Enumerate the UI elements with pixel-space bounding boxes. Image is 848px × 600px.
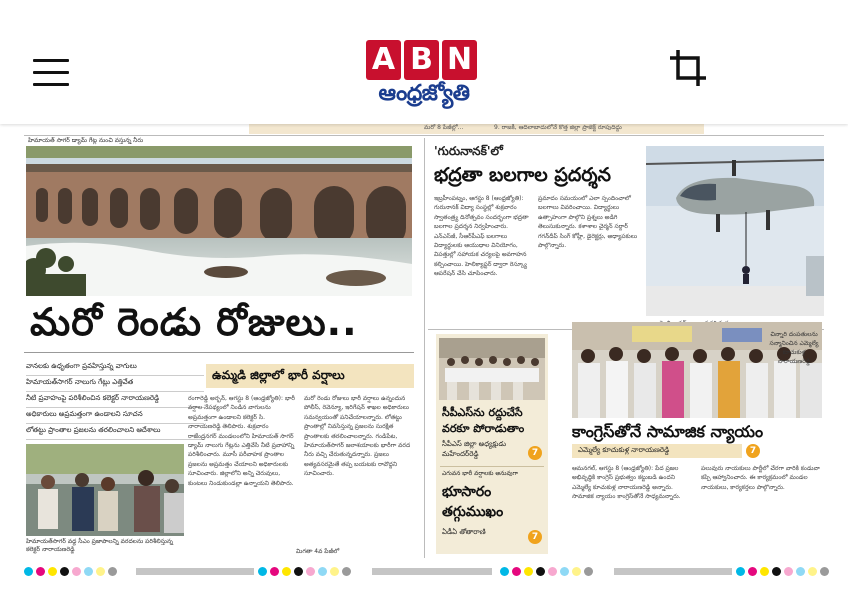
hamburger-menu-icon[interactable]	[33, 59, 69, 87]
print-registration-bar	[0, 562, 848, 582]
main-photo-caption: హిమాయత్ సాగర్ డ్యామ్ గేట్ల నుంచి వస్తున్న నీరు	[28, 137, 144, 144]
story2-headline: కాంగ్రెస్‌తోనే సామాజిక న్యాయం	[572, 422, 764, 441]
side-sub-2: మహేందర్‌రెడ్డి	[442, 450, 479, 458]
color-swatch	[330, 567, 339, 576]
story2-byline: ఎమ్మెల్యే కూచుకుళ్ల నారాయణరెడ్డి	[578, 446, 670, 454]
logo-letter-b: B	[404, 40, 439, 80]
color-swatch	[36, 567, 45, 576]
crop-icon[interactable]	[666, 46, 710, 90]
logo-letter-a: A	[366, 40, 401, 80]
color-swatch-group-2	[258, 567, 351, 576]
story2-page-badge: 7	[746, 444, 760, 458]
small-photo-caption: హిమాయత్‌సాగర్ వద్ద సీఎం ప్రజాపాలన్ని వరదలను పరిశీలిస్తున్న కలెక్టర్ నారాయణరెడ్డి	[26, 538, 173, 553]
color-swatch	[808, 567, 817, 576]
gray-bar-1	[136, 568, 254, 575]
color-swatch	[306, 567, 315, 576]
side-news-box[interactable]	[436, 334, 548, 554]
dam-photo[interactable]	[26, 146, 412, 296]
color-swatch	[796, 567, 805, 576]
color-swatch	[48, 567, 57, 576]
collector-photo[interactable]	[26, 444, 184, 536]
list-item: హిమాయత్‌సాగర్ నాలుగు గేట్లు ఎత్తివేత	[26, 376, 204, 392]
story1-headline: భద్రతా బలగాల ప్రదర్శన	[434, 164, 611, 186]
color-swatch-group-1	[24, 567, 117, 576]
color-swatch	[548, 567, 557, 576]
color-swatch	[108, 567, 117, 576]
logo-letter-n: N	[442, 40, 477, 80]
side-kicker: ఎగువన భారీ వర్షాలకు అనువుగా	[442, 470, 518, 477]
article-column-2: మరో రెండు రోజులు భారీ వర్షాలు ఉన్నందున పోలీస్, రెవెన్యూ, ఇరిగేషన్ శాఖల అధికారులు సమన్వయంతో పనిచేయాలన్నారు. లోతట్టు ప్రాంతాల్లో నివసిస్తున్న ప్రజలను సురక్షిత ప్రాంతాలకు తరలించాలన్నారు. గండిపేట, హిమాయత్‌సాగర్ జలాశయాలకు భారీగా వరద నీరు వచ్చి చేరుతున్నదన్నారు. ప్రజలు అత్యవసరమైతే తప్ప బయటకు రావొద్దని సూచించారు.	[304, 395, 411, 478]
subhead-box	[206, 364, 414, 388]
story2-byline-box	[572, 444, 742, 458]
side-headline-3: భూసారం	[442, 484, 492, 500]
color-swatch	[584, 567, 593, 576]
page-number-badge-2: 7	[528, 530, 542, 544]
subhead-text: ఉమ్మడి జిల్లాలో భారీ వర్షాలు	[212, 368, 345, 382]
color-swatch	[60, 567, 69, 576]
color-swatch	[72, 567, 81, 576]
group-photo-note: చిన్నారి దంపతులను సన్మానించిన ఎమ్మెల్యే కూచుకుళ్ల నారాయణరెడ్డి	[769, 331, 819, 365]
article-column-1: రంగారెడ్డి అర్బన్, ఆగస్టు 8 (ఆంధ్రజ్యోతి): భారీ వర్షాల నేపథ్యంలో నిండిన వాగులను అప్రమత్తంగా ఉండాలని కలెక్టర్ సి. నారాయణరెడ్డి తెలిపారు. శుక్రవారం రాజేంద్రనగర్ మండలంలోని హిమాయత్ సాగర్ డ్యామ్ నాలుగు గేట్లను ఎత్తివేసి నీటి ప్రవాహాన్ని పరిశీలించారు. మూసీ పరీవాహక ప్రాంతాల ప్రజలను అప్రమత్తం చేయాలని అధికారులకు సూచించారు. జిల్లాలోని అన్ని చెరువులు, కుంటలు నిండుకుండల్లా ఉన్నాయని తెలిపారు.	[188, 395, 295, 487]
color-swatch	[560, 567, 569, 576]
story2-body: ఆమనగల్, ఆగస్టు 8 (ఆంధ్రజ్యోతి): పేద ప్రజల అభివృద్ధికి కాంగ్రెస్ ప్రభుత్వం కట్టుబడి ఉందని ఎమ్మెల్యే కూచుకుళ్ల నారాయణరెడ్డి అన్నారు. సామాజిక న్యాయం కాంగ్రెస్‌తోనే సాధ్యమన్నారు. పలువురు నాయకులు పార్టీలో చేరగా వారికి కండువా కప్పి ఆహ్వానించారు. ఈ కార్యక్రమంలో మండల నాయకులు, కార్యకర్తలు పాల్గొన్నారు.	[572, 465, 820, 501]
color-swatch	[820, 567, 829, 576]
list-item: అధికారులు అప్రమత్తంగా ఉండాలని సూచన	[26, 408, 204, 424]
column-divider	[424, 138, 425, 558]
gray-bar-3	[614, 568, 732, 575]
color-swatch	[748, 567, 757, 576]
story1-column-2: ప్రమాదం సమయంలో ఎలా స్పందించాలో బలగాలు వివరించాయి. విద్యార్థులు ఉత్సాహంగా పాల్గొని ప్రశ్నలు అడిగి తెలుసుకున్నారు. కళాశాల చైర్మన్ సర్దార్ గగన్‌దీప్ సింగ్ కోహ్లీ, డైరెక్టర్లు, అధ్యాపకులు పాల్గొన్నారు.	[538, 195, 638, 250]
blurb-list	[26, 360, 204, 440]
color-swatch	[784, 567, 793, 576]
color-swatch	[96, 567, 105, 576]
color-swatch	[282, 567, 291, 576]
color-swatch	[270, 567, 279, 576]
main-headline: మరో రెండు రోజులు..	[30, 300, 358, 344]
top-strip-right-text: 9. రాజకీ, ఆదిలాబాదులోనే కొత్త జిల్లా ప్రాజెక్ట్ రూపుదిద్దు	[494, 124, 622, 131]
color-swatch	[294, 567, 303, 576]
color-swatch	[772, 567, 781, 576]
side-headline-1: సీపీఎస్‌ను రద్దుచేసే	[442, 406, 523, 419]
color-swatch	[24, 567, 33, 576]
color-swatch-group-3	[500, 567, 593, 576]
app-header	[0, 0, 848, 124]
top-strip-left-text: మరో 8 పేజీల్లో...	[424, 124, 464, 131]
story1-kicker: 'గురునానక్'లో	[434, 144, 503, 158]
color-swatch	[524, 567, 533, 576]
list-item: నీటి ప్రవాహంపై పరిశీలించిన కలెక్టర్ నారాయణరెడ్డి	[26, 392, 204, 408]
headline-rule	[24, 352, 414, 353]
list-item: లోతట్టు ప్రాంతాల ప్రజలను తరలించాలని ఆదేశాలు	[26, 424, 204, 440]
color-swatch	[760, 567, 769, 576]
color-swatch	[572, 567, 581, 576]
side-sub-1: సీపీఎస్ జిల్లా అధ్యక్షుడు	[442, 440, 507, 448]
side-headline-2: వరకూ పోరాడుతాం	[442, 422, 525, 435]
story1-column-1: ఇబ్రహీంపట్నం, ఆగస్టు 8 (ఆంధ్రజ్యోతి): గురునానక్ విద్యా సంస్థల్లో శుక్రవారం స్వాతంత్ర్య దినోత్సవం సందర్భంగా భద్రతా బలగాల ప్రదర్శన నిర్వహించారు. ఎన్‌ఎస్‌జీ, సీఆర్‌పీఎఫ్ బలగాలు విద్యార్థులకు ఆయుధాల వినియోగం, విపత్తుల్లో సహాయక చర్యలపై అవగాహన కల్పించాయి. హెలిక్యాప్టర్ ద్వారా రెస్క్యూ ఆపరేషన్ చేసి చూపించారు.	[434, 195, 529, 278]
color-swatch	[736, 567, 745, 576]
color-swatch	[318, 567, 327, 576]
list-item: వానలకు ఉధృతంగా ప్రవహిస్తున్న వాగులు	[26, 360, 204, 376]
color-swatch	[512, 567, 521, 576]
color-swatch	[258, 567, 267, 576]
color-swatch	[342, 567, 351, 576]
color-swatch	[84, 567, 93, 576]
page-divider	[24, 135, 824, 136]
logo-subtitle: ఆంధ్రజ్యోతి	[378, 81, 470, 106]
color-swatch-group-4	[736, 567, 829, 576]
side-sub-3: ఏడీఏ తోతారాణి	[442, 528, 486, 536]
color-swatch	[500, 567, 509, 576]
continued-note: మిగతా 4వ పేజీలో	[296, 548, 340, 555]
helicopter-photo[interactable]	[646, 146, 824, 316]
color-swatch	[536, 567, 545, 576]
gray-bar-2	[372, 568, 492, 575]
page-number-badge: 7	[528, 446, 542, 460]
newspaper-page[interactable]	[24, 124, 824, 560]
side-headline-4: తగ్గుముఖం	[442, 504, 504, 520]
protest-photo	[439, 338, 545, 400]
abn-andhrajyothy-logo	[366, 40, 482, 112]
side-box-divider	[440, 466, 544, 467]
